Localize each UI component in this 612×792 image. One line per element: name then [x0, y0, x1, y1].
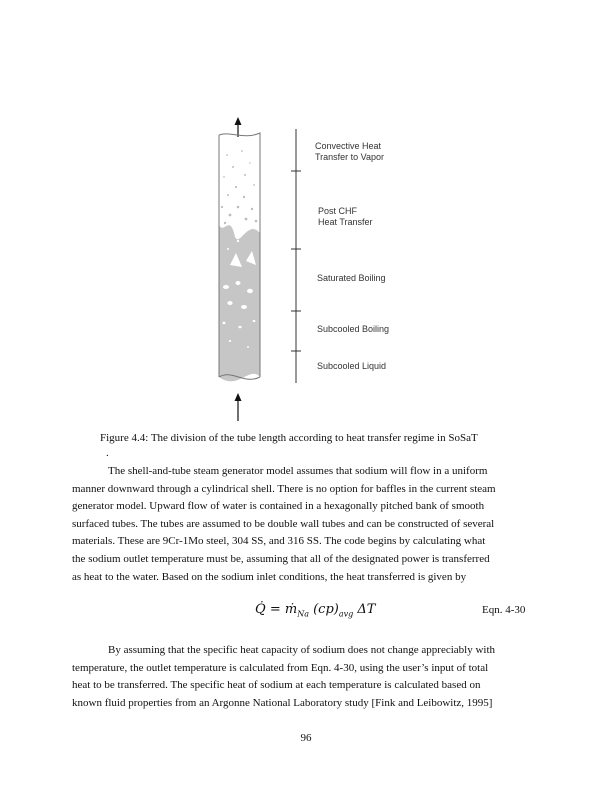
- eq-mdot: ṁ: [284, 602, 298, 617]
- equation-4-30: [255, 602, 375, 619]
- page-number: 96: [300, 732, 312, 744]
- tube-regime-figure: [200, 115, 420, 425]
- text-line: temperature, the outlet temperature is calculated from Eqn. 4-30, using the user’s input of total: [72, 661, 489, 674]
- stray-mark: .: [106, 447, 109, 459]
- inlet-arrowhead: [235, 393, 242, 401]
- text-line: manner downward through a cylindrical shell. There is no option for baffles in the current steam: [72, 482, 496, 495]
- text-line: known fluid properties from an Argonne National Laboratory study [Fink and Leibowitz, 1995]: [72, 696, 493, 709]
- text-line: generator model. Upward flow of water is contained in a hexagonally pitched bank of smooth: [72, 500, 485, 513]
- regime-label-subcooled-boiling: Subcooled Boiling: [317, 324, 390, 334]
- paragraph-steam-generator-model: [72, 463, 542, 586]
- eq-cp: (cp): [313, 602, 339, 617]
- eq-mdot-subscript: Na: [297, 609, 309, 619]
- text-line: surfaced tubes. The tubes are assumed to be double wall tubes and can be constructed of several: [72, 517, 495, 530]
- text-line: By assuming that the specific heat capacity of sodium does not change appreciably with: [108, 644, 496, 656]
- tube-diagram: [200, 115, 420, 425]
- eq-equals: =: [269, 602, 281, 617]
- regime-label-post-chf: Post CHF Heat Transfer: [318, 206, 373, 227]
- regime-label-subcooled-liquid: Subcooled Liquid: [317, 361, 387, 371]
- text-line: heat to be transferred. The specific heat of sodium at each temperature is calculated based on: [72, 679, 481, 692]
- equation-label: Eqn. 4-30: [482, 604, 526, 616]
- text-line: The shell-and-tube steam generator model assumes that sodium will flow in a uniform: [108, 465, 488, 477]
- outlet-arrowhead: [235, 117, 242, 125]
- eq-delta-t: ΔT: [357, 602, 376, 617]
- regime-label-saturated: Saturated Boiling: [317, 273, 386, 283]
- regime-label-convective: Convective Heat Transfer to Vapor: [315, 141, 385, 162]
- paragraph-specific-heat: [72, 642, 542, 712]
- liquid-fill: [219, 225, 260, 381]
- text-line: materials. These are 9Cr-1Mo steel, 304 SS, and 316 SS. The code begins by calculating what: [72, 535, 486, 548]
- eq-cp-subscript: avg: [338, 609, 354, 619]
- text-line: as heat to the water. Based on the sodium inlet conditions, the heat transferred is given by: [72, 570, 467, 583]
- figure-caption: Figure 4.4: The division of the tube length according to heat transfer regime in SoSaT: [100, 432, 478, 444]
- eq-lhs: Q̇: [255, 602, 266, 617]
- vapor-droplets: [221, 150, 257, 224]
- text-line: the sodium outlet temperature must be, assuming that all of the designated power is transferred: [72, 552, 490, 565]
